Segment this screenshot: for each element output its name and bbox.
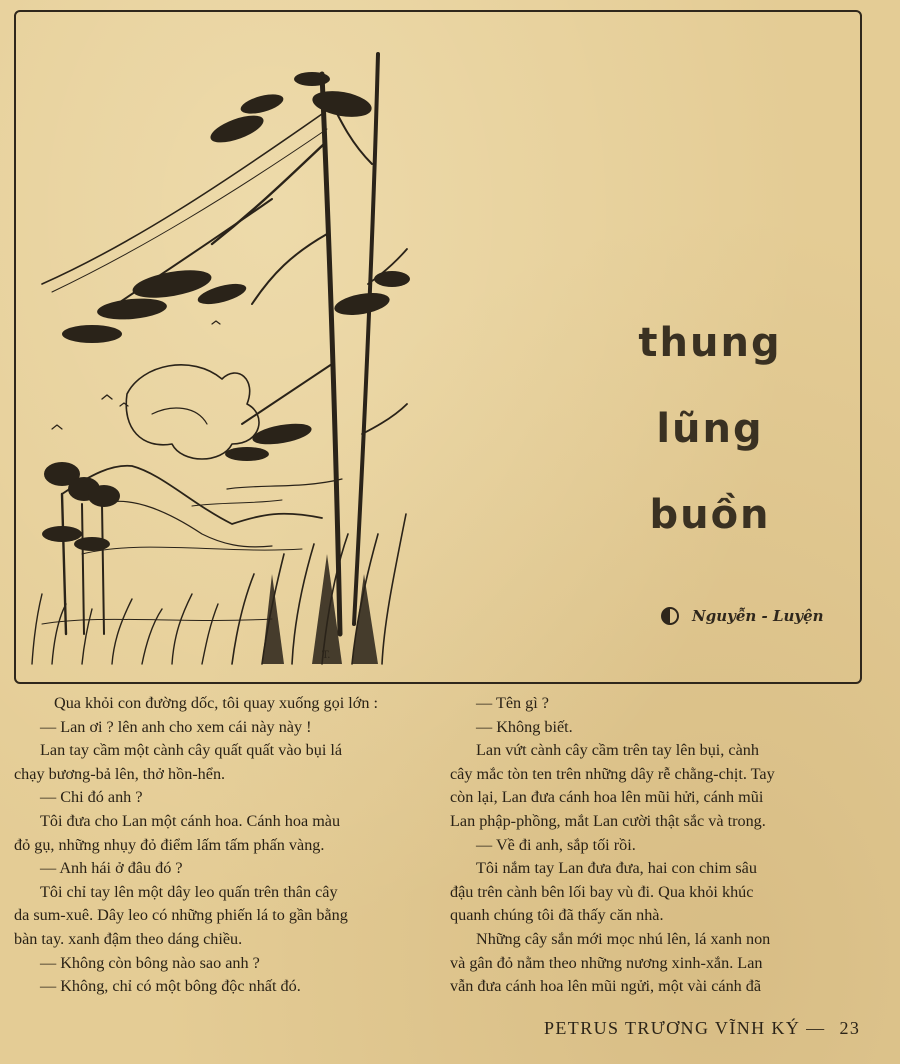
paragraph-line: còn lại, Lan đưa cánh hoa lên mũi hửi, cánh mũi — [450, 788, 764, 807]
paragraph-line: da sum-xuê. Dây leo có những phiến lá to gần bằng — [14, 906, 348, 925]
page-number: 23 — [839, 1018, 861, 1038]
paragraph-line: Lan phập-phồng, mắt Lan cười thật sắc và trong. — [450, 811, 766, 830]
paragraph-line: Lan tay cầm một cành cây quất quất vào bụi lá — [40, 741, 343, 760]
story-title — [610, 300, 810, 558]
column-right — [450, 692, 868, 999]
author-name: Nguyễn - Luyện — [692, 607, 824, 625]
paragraph-line: — Anh hái ở đâu đó ? — [40, 859, 183, 878]
illustration-signature: T. — [322, 650, 331, 661]
page-footer — [544, 1018, 860, 1039]
paragraph-line: bàn tay. xanh đậm theo dáng chiều. — [14, 929, 243, 948]
paragraph-line: — Về đi anh, sắp tối rồi. — [476, 835, 636, 854]
paragraph-line: và gân đỏ nằm theo những nương xinh-xắn. Lan — [450, 953, 763, 972]
paragraph-line: đỏ gụ, những nhụy đỏ điểm lấm tấm phấn vàng. — [14, 835, 325, 854]
paragraph-line: Tôi chỉ tay lên một dây leo quấn trên thân cây — [40, 882, 338, 901]
paragraph-line: chạy bương-bả lên, thở hồn-hển. — [14, 764, 226, 783]
story-body — [14, 692, 862, 1010]
paragraph-line: Những cây sắn mới mọc nhú lên, lá xanh non — [476, 929, 771, 948]
paragraph-line: — Không biết. — [476, 717, 573, 736]
paragraph-line: cây mắc tòn ten trên những dây rễ chằng-chịt. Tay — [450, 764, 775, 783]
title-line-3: buồn — [649, 492, 771, 538]
author-byline — [660, 606, 824, 626]
paragraph-line: Qua khỏi con đường dốc, tôi quay xuống gọi lớn : — [54, 694, 378, 712]
paragraph-line: — Chi đó anh ? — [40, 788, 143, 807]
paragraph-line: quanh chúng tôi đã thấy căn nhà. — [450, 906, 664, 925]
half-circle-icon — [660, 606, 680, 626]
title-line-1: thung — [638, 320, 782, 366]
paragraph-line: vẫn đưa cánh hoa lên mũi ngửi, một vài cánh đã — [450, 977, 762, 996]
paragraph-line: Tôi nắm tay Lan đưa đưa, hai con chim sâu — [476, 859, 757, 878]
paragraph-line: — Lan ơi ? lên anh cho xem cái này này ! — [40, 717, 312, 736]
column-left — [14, 692, 434, 999]
paragraph-line: — Không còn bông nào sao anh ? — [40, 953, 260, 972]
paragraph-line: Lan vứt cành cây cầm trên tay lên bụi, cành — [476, 741, 759, 760]
paragraph-line: Tôi đưa cho Lan một cánh hoa. Cánh hoa màu — [40, 811, 341, 830]
paragraph-line: — Tên gì ? — [476, 694, 549, 712]
pine-valley-illustration — [22, 34, 412, 670]
magazine-name: PETRUS TRƯƠNG VĨNH KÝ — — [544, 1018, 826, 1038]
paragraph-line: — Không, chỉ có một bông độc nhất đó. — [40, 977, 301, 996]
title-line-2: lũng — [656, 406, 764, 452]
paragraph-line: đậu trên cành bên lối bay vù đi. Qua khỏi khúc — [450, 882, 754, 901]
